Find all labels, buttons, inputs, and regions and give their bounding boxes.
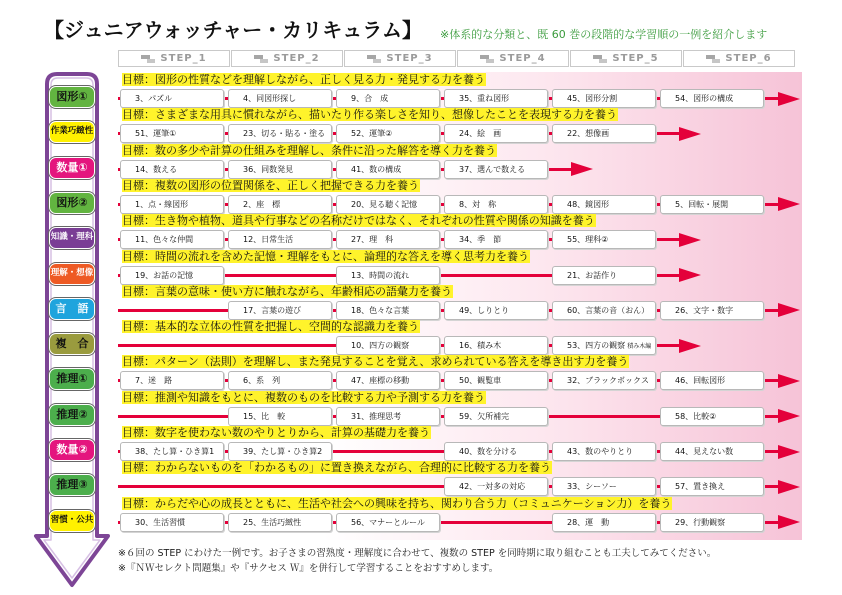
step-label: STEP_4 <box>499 53 546 64</box>
lesson-label: 15、比 較 <box>243 411 286 421</box>
lesson-label: 46、回転図形 <box>675 376 726 386</box>
lesson-item <box>552 195 656 214</box>
lesson-item <box>552 336 656 355</box>
lesson-item <box>552 89 656 108</box>
lesson-label: 58、比較② <box>675 411 717 421</box>
lesson-item <box>660 301 764 320</box>
lesson-label: 14、数える <box>135 164 178 174</box>
lesson-label: 8、対 称 <box>459 199 497 209</box>
lesson-label: 31、推理思考 <box>351 411 402 421</box>
row-arrow-head <box>571 162 593 176</box>
category-badge: 言 語 <box>49 298 95 320</box>
step-marker-icon <box>254 55 268 63</box>
lesson-item <box>228 195 332 214</box>
lesson-item <box>336 371 440 390</box>
goal-text <box>122 355 629 368</box>
lesson-label: 35、重ね図形 <box>459 94 510 103</box>
lesson-item <box>660 371 764 390</box>
lesson-item <box>336 89 440 108</box>
lesson-label: 56、マナーとルール <box>351 517 426 527</box>
lesson-label: 2、座 標 <box>243 199 281 209</box>
goal-text <box>122 285 453 298</box>
lesson-label: 44、見えない数 <box>675 447 734 456</box>
goal-description: 複数の図形の位置関係を、正しく把握できる力を養う <box>155 178 419 192</box>
lesson-item <box>336 513 440 532</box>
goal-description: 基本的な立体の性質を把握し、空間的な認識力を養う <box>155 320 419 334</box>
goal-description: 推測や知識をもとに、複数のものを比較する力や予測する力を養う <box>155 390 485 404</box>
lesson-item <box>120 124 224 143</box>
goal-text <box>122 214 596 227</box>
lesson-item <box>228 371 332 390</box>
lesson-item <box>552 266 656 285</box>
lesson-item <box>120 195 224 214</box>
step-label: STEP_5 <box>612 53 659 64</box>
lesson-label: 52、運筆② <box>351 129 393 139</box>
lesson-item <box>552 442 656 461</box>
step-label: STEP_3 <box>386 53 433 64</box>
goal-text <box>122 73 486 86</box>
curriculum-row <box>0 285 842 321</box>
lesson-label: 59、欠所補完 <box>459 411 510 421</box>
step-marker-icon <box>480 55 494 63</box>
curriculum-row <box>0 355 842 391</box>
goal-description: わからないものを「わかるもの」に置き換えながら、合理的に比較する力を養う <box>155 461 551 475</box>
lesson-item <box>228 160 332 179</box>
lesson-item <box>228 230 332 249</box>
goal-label: 目標： <box>122 73 155 86</box>
category-badge: 習慣・公共 <box>49 510 95 532</box>
lesson-item <box>660 477 764 496</box>
goal-text <box>122 144 497 157</box>
lesson-item <box>336 160 440 179</box>
lesson-label: 54、図形の構成 <box>675 94 734 103</box>
step-header <box>118 50 796 67</box>
lesson-label: 34、季 節 <box>459 235 502 245</box>
goal-label: 目標： <box>122 496 155 510</box>
lesson-label: 29、行動観察 <box>675 517 726 527</box>
step-header-6 <box>683 50 795 67</box>
lesson-item <box>660 442 764 461</box>
lesson-item <box>120 266 224 285</box>
category-badge: 複 合 <box>49 333 95 355</box>
goal-label: 目標： <box>122 249 155 263</box>
lesson-item <box>660 513 764 532</box>
lesson-label: 51、運筆① <box>135 129 177 139</box>
lesson-item <box>336 195 440 214</box>
lesson-label: 57、置き換え <box>675 482 726 492</box>
lesson-item <box>336 336 440 355</box>
lesson-item <box>120 513 224 532</box>
goal-text <box>122 320 420 333</box>
page-title: 【ジュニアウォッチャー・カリキュラム】 <box>44 18 422 42</box>
lesson-item <box>444 301 548 320</box>
goal-description: 時間の流れを含めた記憶・理解をもとに、論理的な答えを導く思考力を養う <box>155 249 529 263</box>
lesson-item <box>228 407 332 426</box>
goal-text <box>122 497 672 510</box>
curriculum-row <box>0 250 842 286</box>
step-header-2 <box>231 50 343 67</box>
lesson-label: 30、生活習慣 <box>135 517 186 527</box>
goal-text <box>122 108 618 121</box>
lesson-label: 23、切る・貼る・塗る <box>243 129 326 139</box>
category-badge: 図形② <box>49 192 95 214</box>
category-badge: 理解・想像 <box>49 263 95 285</box>
goal-text <box>122 250 530 263</box>
lesson-label: 47、座標の移動 <box>351 376 410 386</box>
category-badge: 推理③ <box>49 474 95 496</box>
curriculum-row <box>0 320 842 356</box>
lesson-item <box>552 477 656 496</box>
row-arrow-head <box>778 92 800 106</box>
lesson-label: 42、一対多の対応 <box>459 482 526 492</box>
curriculum-row <box>0 214 842 250</box>
category-badge: 推理② <box>49 404 95 426</box>
goal-label: 目標： <box>122 426 155 439</box>
goal-label: 目標： <box>122 284 155 298</box>
lesson-label: 55、理科② <box>567 235 609 245</box>
lesson-item <box>444 477 548 496</box>
curriculum-row <box>0 426 842 462</box>
lesson-label: 40、数を分ける <box>459 447 518 456</box>
curriculum-row <box>0 391 842 427</box>
lesson-item <box>228 301 332 320</box>
lesson-label: 24、絵 画 <box>459 129 502 139</box>
row-arrow-head <box>778 374 800 388</box>
goal-label: 目標： <box>122 355 155 369</box>
lesson-item <box>228 89 332 108</box>
category-badge: 知識・理科 <box>49 227 95 249</box>
row-arrow-head <box>679 233 701 247</box>
category-badge: 作業巧緻性 <box>49 121 95 143</box>
page-subtitle: ※体系的な分類と、既 60 巻の段階的な学習順の一例を紹介します <box>440 28 768 41</box>
step-header-4 <box>457 50 569 67</box>
goal-label: 目標： <box>122 108 155 122</box>
lesson-label: 22、想像画 <box>567 129 610 139</box>
row-arrow-head <box>679 268 701 282</box>
lesson-item <box>552 124 656 143</box>
step-label: STEP_2 <box>273 53 320 64</box>
step-header-1 <box>118 50 230 67</box>
lesson-label: 19、お話の記憶 <box>135 270 194 280</box>
lesson-item <box>444 371 548 390</box>
lesson-item <box>660 89 764 108</box>
lesson-label: 3、パズル <box>135 94 173 103</box>
lesson-label: 20、見る聴く記憶 <box>351 199 418 209</box>
row-arrow-head <box>778 303 800 317</box>
lesson-label: 7、迷 路 <box>135 376 173 386</box>
category-badge: 数量② <box>49 439 95 461</box>
step-marker-icon <box>141 55 155 63</box>
goal-description: 図形の性質などを理解しながら、正しく見る力・発見する力を養う <box>155 73 485 86</box>
goal-description: 数字を使わない数のやりとりから、計算の基礎力を養う <box>155 426 430 439</box>
curriculum-row <box>0 73 842 109</box>
row-arrow-head <box>778 480 800 494</box>
lesson-item <box>228 513 332 532</box>
lesson-label: 49、しりとり <box>459 305 510 315</box>
lesson-item <box>336 407 440 426</box>
lesson-item <box>444 336 548 355</box>
footnote: ※『ＮＷセレクト問題集』や『サクセス Ｗ』を併行して学習することをおすすめします。 <box>118 563 499 574</box>
row-arrow-head <box>778 515 800 529</box>
lesson-label: 48、鏡図形 <box>567 199 610 209</box>
lesson-item <box>660 195 764 214</box>
row-arrow-head <box>679 127 701 141</box>
lesson-label: 28、運 動 <box>567 517 610 527</box>
goal-text <box>122 391 486 404</box>
lesson-label: 10、四方の観察 <box>351 341 410 351</box>
goal-label: 目標： <box>122 214 155 228</box>
lesson-label: 38、たし算・ひき算1 <box>135 447 215 456</box>
lesson-item <box>336 266 440 285</box>
goal-label: 目標： <box>122 178 155 192</box>
curriculum-row <box>0 108 842 144</box>
step-marker-icon <box>367 55 381 63</box>
row-arrow-head <box>778 197 800 211</box>
step-header-3 <box>344 50 456 67</box>
lesson-label: 12、日常生活 <box>243 235 294 245</box>
lesson-label: 4、同図形探し <box>243 94 297 103</box>
lesson-item <box>336 230 440 249</box>
lesson-label: 13、時間の流れ <box>351 270 410 280</box>
lesson-label: 11、色々な仲間 <box>135 235 194 245</box>
step-marker-icon <box>593 55 607 63</box>
goal-label: 目標： <box>122 461 155 475</box>
lesson-item <box>552 301 656 320</box>
lesson-item <box>660 407 764 426</box>
goal-description: パターン（法則）を理解し、また発見することを覚え、求められている答えを導き出す力を養う <box>155 355 629 369</box>
step-header-5 <box>570 50 682 67</box>
lesson-item <box>444 407 548 426</box>
lesson-label: 43、数のやりとり <box>567 447 634 456</box>
category-badge: 推理① <box>49 368 95 390</box>
lesson-label: 9、合 成 <box>351 94 389 103</box>
lesson-label: 32、ブラックボックス <box>567 376 649 386</box>
lesson-label: 53、四方の観察 <box>567 341 626 351</box>
lesson-label: 37、選んで数える <box>459 164 526 174</box>
step-label: STEP_1 <box>160 53 207 64</box>
lesson-item <box>444 124 548 143</box>
lesson-item <box>552 371 656 390</box>
lesson-item <box>444 442 548 461</box>
lesson-item <box>444 195 548 214</box>
lesson-sublabel: 積み木編 <box>627 343 652 351</box>
lesson-label: 21、お話作り <box>567 270 618 280</box>
goal-description: 生き物や植物、道具や行事などの名称だけではなく、それぞれの性質や関係の知識を養う <box>155 214 595 228</box>
lesson-item <box>228 124 332 143</box>
lesson-item <box>552 513 656 532</box>
lesson-label: 39、たし算・ひき算2 <box>243 447 323 456</box>
lesson-label: 60、言葉の音（おん） <box>567 305 650 315</box>
lesson-label: 16、積み木 <box>459 341 502 351</box>
goal-text <box>122 426 431 439</box>
row-arrow-head <box>778 445 800 459</box>
goal-description: 数の多少や計算の仕組みを理解し、条件に沿った解答を導く力を養う <box>155 143 496 157</box>
lesson-label: 45、図形分割 <box>567 94 618 103</box>
category-badge: 図形① <box>49 86 95 108</box>
row-arrow-head <box>679 339 701 353</box>
lesson-item <box>336 301 440 320</box>
lesson-label: 33、シーソー <box>567 482 617 492</box>
lesson-label: 36、同数発見 <box>243 164 294 174</box>
lesson-label: 50、観覧車 <box>459 376 502 386</box>
lesson-item <box>444 160 548 179</box>
goal-text <box>122 461 552 474</box>
lesson-label: 25、生活巧緻性 <box>243 517 302 527</box>
curriculum-row <box>0 144 842 180</box>
lesson-item <box>336 124 440 143</box>
lesson-label: 17、言葉の遊び <box>243 305 302 315</box>
step-label: STEP_6 <box>725 53 772 64</box>
lesson-label: 26、文字・数字 <box>675 305 734 315</box>
step-marker-icon <box>706 55 720 63</box>
lesson-item <box>552 230 656 249</box>
lesson-item <box>120 442 224 461</box>
goal-text <box>122 179 420 192</box>
curriculum-row <box>0 179 842 215</box>
lesson-item <box>444 89 548 108</box>
goal-label: 目標： <box>122 320 155 334</box>
lesson-label: 18、色々な言葉 <box>351 305 410 315</box>
lesson-item <box>120 230 224 249</box>
footnotes <box>118 546 716 576</box>
lesson-item <box>120 371 224 390</box>
goal-label: 目標： <box>122 143 155 157</box>
goal-description: からだや心の成長とともに、生活や社会への興味を持ち、関わり合う力（コミュニケーション力）を養う <box>155 496 672 510</box>
row-arrow-head <box>778 409 800 423</box>
lesson-item <box>120 160 224 179</box>
lesson-label: 5、回転・展開 <box>675 199 729 209</box>
goal-description: さまざまな用具に慣れながら、描いたり作る楽しさを知り、想像したことを表現する力を養う <box>155 108 617 122</box>
footnote: ※６回の STEP にわけた一例です。お子さまの習熟度・理解度に合わせて、複数の STEP を同時期に取り組むことも工夫してみてください。 <box>118 548 717 559</box>
goal-description: 言葉の意味・使い方に触れながら、年齢相応の語彙力を養う <box>155 284 452 298</box>
lesson-item <box>444 230 548 249</box>
lesson-item <box>120 89 224 108</box>
curriculum-row <box>0 461 842 497</box>
curriculum-row <box>0 497 842 533</box>
lesson-label: 1、点・線図形 <box>135 199 189 209</box>
category-badge: 数量① <box>49 157 95 179</box>
lesson-label: 41、数の構成 <box>351 164 402 174</box>
goal-label: 目標： <box>122 390 155 404</box>
lesson-label: 27、理 科 <box>351 235 394 245</box>
lesson-label: 6、系 列 <box>243 376 281 386</box>
lesson-item <box>228 442 332 461</box>
